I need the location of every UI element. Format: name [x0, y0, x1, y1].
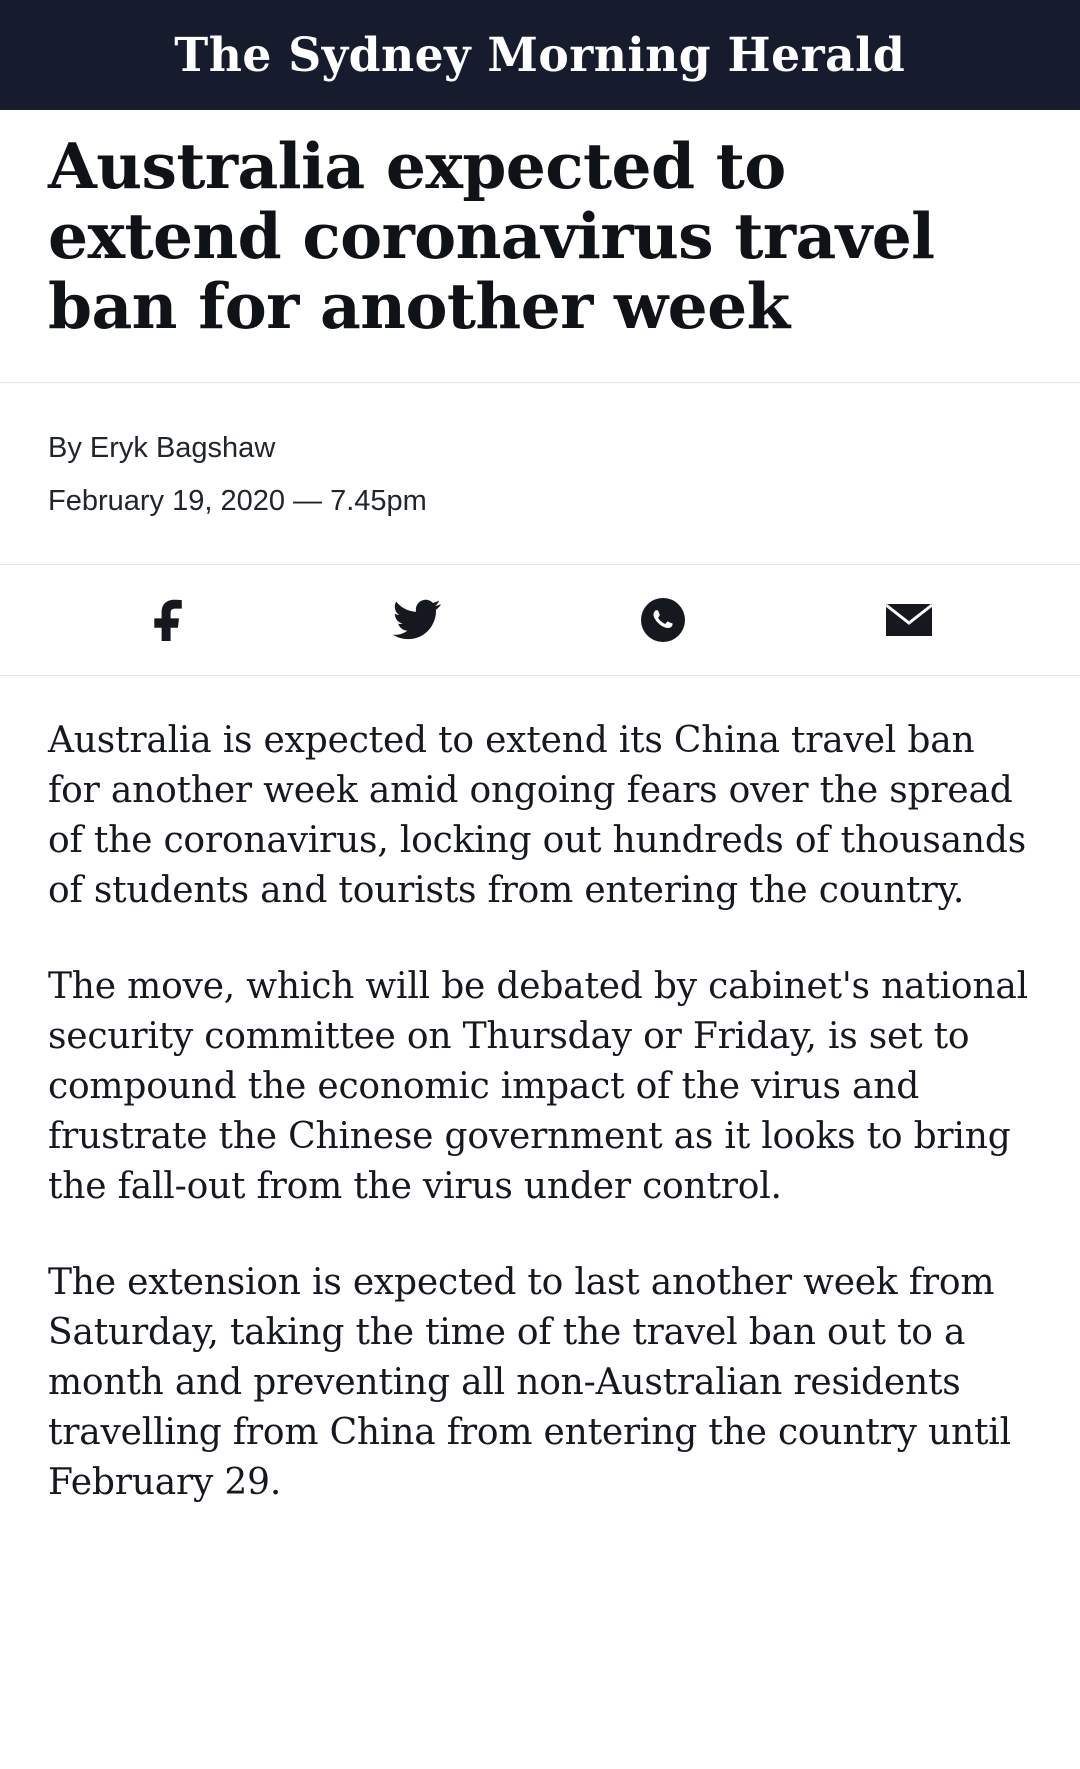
article-paragraph: The extension is expected to last another week from Saturday, taking the time of the travel ban out to a month and preventing all non-Australian residents travelling from China from entering the country until February 29.: [48, 1262, 1011, 1504]
twitter-icon: [393, 599, 441, 641]
byline-author[interactable]: By Eryk Bagshaw: [48, 431, 276, 464]
share-twitter-button[interactable]: [294, 565, 540, 675]
masthead: [0, 0, 1080, 110]
share-facebook-button[interactable]: [48, 565, 294, 675]
byline-timestamp: February 19, 2020 — 7.45pm: [48, 485, 427, 518]
email-icon: [885, 603, 933, 637]
share-whatsapp-button[interactable]: [540, 565, 786, 675]
byline-block: [0, 383, 1080, 564]
whatsapp-icon: [640, 597, 686, 643]
article-paragraph: The move, which will be debated by cabinet's national security committee on Thursday or Friday, is set to compound the economic impact of the virus and frustrate the Chinese government as it looks to bring the fall-out from the virus under control.: [48, 965, 1028, 1208]
headline-section: [0, 110, 1080, 382]
facebook-icon: [151, 599, 191, 641]
share-bar: [0, 565, 1080, 675]
article-paragraph: Australia is expected to extend its China travel ban for another week amid ongoing fears over the spread of the coronavirus, locking out hundreds of thousands of students and tourists from entering the country.: [48, 719, 1027, 911]
page-title: Australia expected to extend coronavirus travel ban for another week: [48, 129, 935, 343]
share-email-button[interactable]: [786, 565, 1032, 675]
masthead-logo[interactable]: The Sydney Morning Herald: [174, 27, 906, 83]
article-body: [0, 676, 1080, 1538]
